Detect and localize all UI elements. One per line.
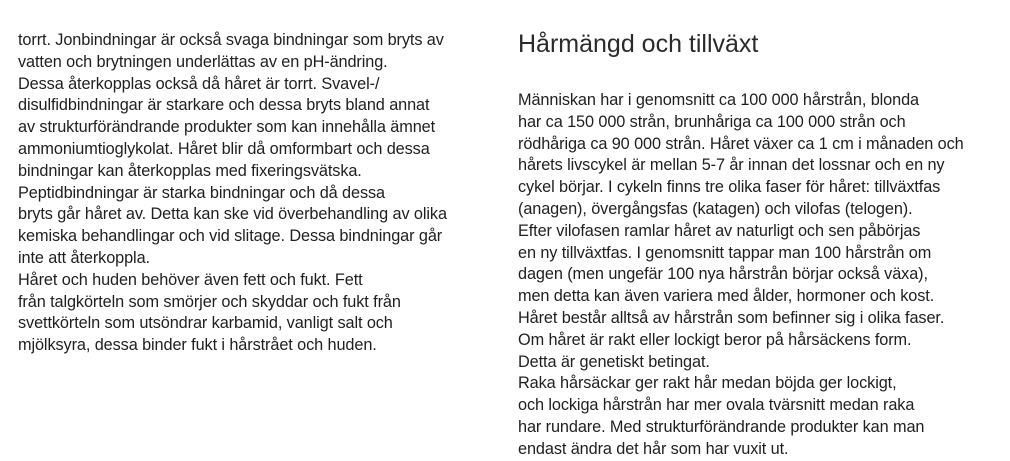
right-column bbox=[518, 28, 998, 461]
left-column bbox=[18, 30, 498, 357]
body-paragraph-fat-moisture: Håret och huden behöver även fett och fukt. Fett från talgkörteln som smörjer och skyddar och fukt från svettkörteln som utsöndrar karbamid, vanligt salt och mjölksyra, dessa binder fukt i hårstrået och huden. bbox=[18, 270, 401, 355]
body-paragraph-ionic-bonds: torrt. Jonbindningar är också svaga bindningar som bryts av vatten och brytningen underlättas av en pH-ändring. bbox=[18, 31, 444, 71]
body-paragraph-growth-phase: Efter vilofasen ramlar håret av naturligt och sen påbörjas en ny tillväxtfas. I genomsnitt tappar man 100 hårstrån om dagen (men ungefär 100 nya hårstrån börjar också växa), men detta kan även variera med ålder, hormoner och kost. Håret består alltså av hårstrån som befinner sig i olika faser. bbox=[518, 221, 945, 327]
body-paragraph-hair-shape: Om håret är rakt eller lockigt beror på hårsäckens form. Detta är genetiskt betingat. bbox=[518, 330, 912, 371]
body-paragraph-disulfide-bonds: Dessa återkopplas också då håret är torrt. Svavel-/ disulfidbindningar är starkare och dessa bryts bland annat av strukturförändrande produkter som kan innehålla ämnet ammoniumtioglykolat. Håret blir då omformbart och dessa bindningar kan återkopplas med fixeringsvätska. bbox=[18, 74, 436, 180]
section-heading: Hårmängd och tillväxt bbox=[518, 30, 759, 58]
body-paragraph-follicles: Raka hårsäckar ger rakt hår medan böjda ger lockigt, och lockiga hårstrån har mer ovala tvärsnitt medan raka har rundare. Med strukturförändrande produkter kan man endast ändra det hår som har vuxit ut. bbox=[518, 374, 925, 458]
body-paragraph-peptide-bonds: Peptidbindningar är starka bindningar och då dessa bryts går håret av. Detta kan ske vid överbehandling av olika kemiska behandlingar och vid slitage. Dessa bindningar går inte att återkoppla. bbox=[18, 183, 447, 267]
body-paragraph-hair-count: Människan har i genomsnitt ca 100 000 hårstrån, blonda har ca 150 000 strån, brunhåriga ca 100 000 strån och rödhåriga ca 90 000 strån. Håret växer ca 1 cm i månaden och hårets livscykel är mellan 5-7 år innan det lossnar och en ny cykel börjar. I cykeln finns tre olika faser för håret: tillväxtfas (anagen), övergångsfas (katagen) och vilofas (telogen). bbox=[518, 91, 964, 218]
